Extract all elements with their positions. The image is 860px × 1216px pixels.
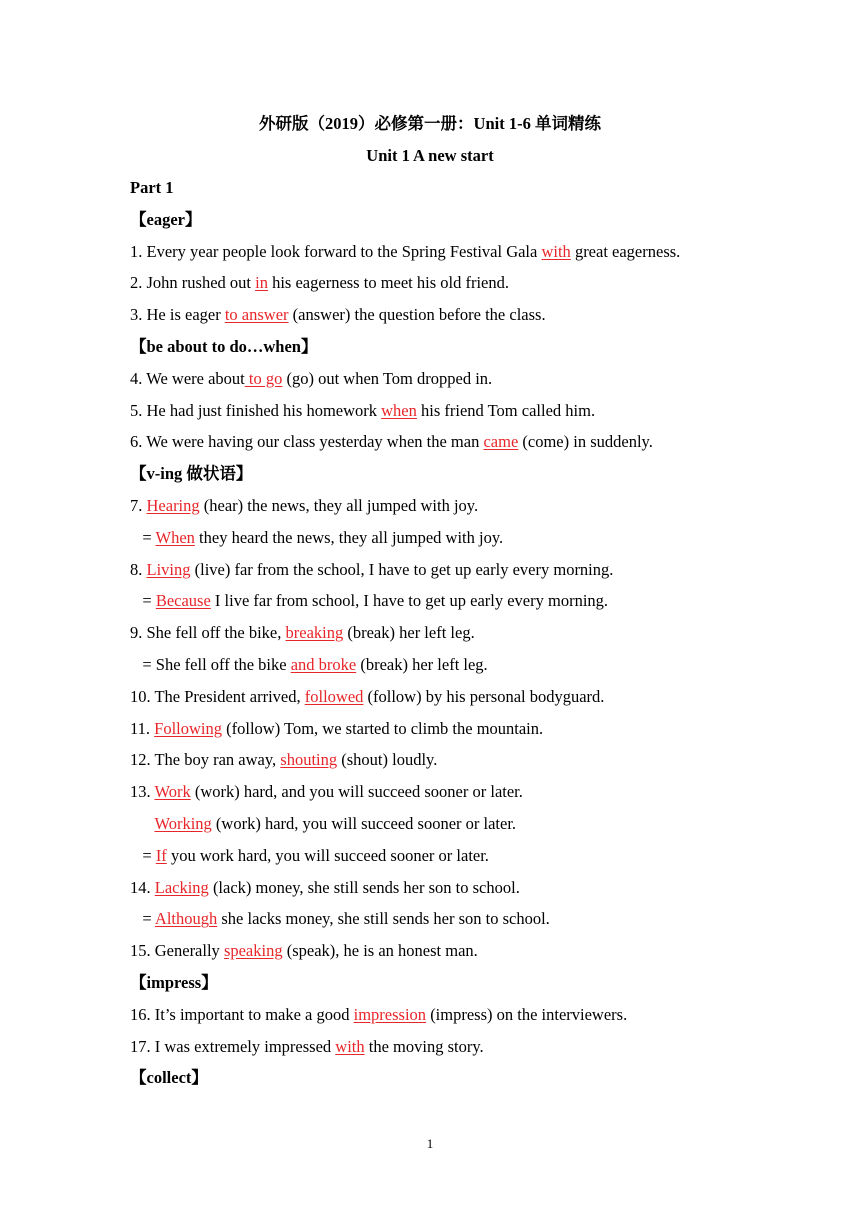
exercise-line	[130, 782, 523, 802]
line-text: 17. I was extremely impressed	[130, 1036, 336, 1056]
exercise-line	[130, 401, 595, 421]
exercise-line	[130, 814, 516, 834]
line-text: 10. The President arrived,	[130, 686, 305, 706]
line-text: the moving story.	[364, 1036, 484, 1056]
answer-blank: Hearing	[146, 496, 200, 515]
exercise-line	[130, 909, 550, 929]
line-text: 3. He is eager	[130, 305, 225, 325]
line-text: (come) in suddenly.	[518, 432, 653, 452]
line-text: (speak), he is an honest man.	[282, 941, 478, 961]
answer-blank: If	[155, 845, 167, 865]
answer-blank: with	[335, 1036, 365, 1056]
line-text	[130, 814, 154, 833]
line-text: 9. She fell off the bike,	[130, 623, 286, 643]
line-text: 11.	[130, 718, 155, 738]
answer-blank: in	[255, 273, 268, 293]
line-text: (shout) loudly.	[337, 750, 438, 770]
line-text: (live) far from the school, I have to get up early every morning.	[190, 559, 614, 579]
answer-blank: followed	[304, 686, 364, 706]
line-text: they heard the news, they all jumped with joy.	[194, 527, 504, 547]
line-text: (break) her left leg.	[356, 655, 488, 674]
line-text: 12. The boy ran away,	[130, 750, 281, 770]
exercise-line	[130, 591, 608, 611]
exercise-line	[130, 846, 489, 866]
line-text: 【v-ing 做状语】	[130, 464, 253, 484]
section-heading	[130, 337, 318, 357]
line-text: his eagerness to meet his old friend.	[267, 273, 509, 293]
line-text: great eagerness.	[570, 241, 681, 261]
line-text: 5. He had just finished his homework	[130, 400, 382, 420]
line-text: 【impress】	[130, 973, 218, 992]
exercise-line	[130, 369, 492, 389]
line-text: 【eager】	[130, 209, 202, 229]
answer-blank: shouting	[280, 750, 338, 770]
document-title: 外研版（2019）必修第一册：Unit 1-6 单词精练	[259, 114, 601, 133]
answer-blank: Although	[154, 909, 218, 929]
line-text: Part 1	[130, 178, 174, 197]
line-text: his friend Tom called him.	[416, 400, 596, 420]
line-text: (impress) on the interviewers.	[426, 1004, 628, 1024]
exercise-line	[130, 528, 503, 548]
answer-blank: to answer	[224, 305, 289, 325]
exercise-line	[130, 623, 475, 643]
exercise-line	[130, 305, 546, 325]
line-text: =	[130, 845, 156, 865]
answer-blank: Work	[154, 782, 191, 802]
line-text: =	[130, 527, 156, 547]
line-text: = She fell off the bike	[130, 655, 291, 674]
section-heading	[130, 464, 252, 484]
line-text: 6. We were having our class yesterday when the man	[130, 432, 484, 452]
line-text: (hear) the news, they all jumped with joy.	[199, 496, 479, 515]
line-text: 【be about to do…when】	[130, 337, 318, 356]
line-text: =	[130, 909, 155, 929]
answer-blank: with	[541, 241, 571, 261]
exercise-line	[130, 878, 520, 898]
exercise-line	[130, 432, 653, 452]
line-text: 2. John rushed out	[130, 273, 256, 293]
line-text: 13.	[130, 782, 155, 802]
line-text: 15. Generally	[130, 941, 224, 961]
line-text: 【collect】	[130, 1068, 208, 1088]
page-number: 1	[426, 1136, 434, 1151]
section-heading	[130, 1068, 208, 1088]
line-text: 14.	[130, 877, 155, 897]
exercise-line	[130, 496, 478, 516]
exercise-line	[130, 655, 488, 675]
exercise-line	[130, 242, 680, 262]
answer-blank: and broke	[290, 655, 357, 674]
answer-blank: Because	[155, 591, 211, 611]
answer-blank: When	[155, 527, 195, 547]
exercise-line	[130, 1037, 484, 1057]
line-text: (work) hard, you will succeed sooner or later.	[211, 814, 517, 833]
line-text: (go) out when Tom dropped in.	[282, 368, 493, 388]
exercise-line	[130, 560, 613, 580]
section-heading	[130, 178, 174, 198]
line-text: (work) hard, and you will succeed sooner or later.	[190, 782, 523, 802]
line-text: (lack) money, she still sends her son to school.	[208, 877, 520, 897]
answer-blank: when	[381, 400, 417, 420]
exercise-line	[130, 687, 604, 707]
exercise-line	[130, 1005, 627, 1025]
line-text: she lacks money, she still sends her son to school.	[217, 909, 550, 929]
line-text: 8.	[130, 559, 147, 579]
line-text: I live far from school, I have to get up early every morning.	[210, 591, 609, 611]
line-text: (follow) by his personal bodyguard.	[363, 686, 605, 706]
answer-blank: impression	[353, 1004, 427, 1024]
line-text: (follow) Tom, we started to climb the mountain.	[222, 718, 544, 738]
answer-blank: Following	[154, 718, 222, 738]
line-text: 1. Every year people look forward to the Spring Festival Gala	[130, 241, 542, 261]
answer-blank: Lacking	[154, 877, 209, 897]
line-text: 7.	[130, 496, 147, 515]
line-text: 4. We were about	[130, 368, 245, 388]
answer-blank: speaking	[223, 941, 283, 961]
unit-title: Unit 1 A new start	[366, 146, 494, 165]
exercise-line	[130, 941, 478, 961]
section-heading	[130, 973, 218, 993]
line-text: =	[130, 591, 156, 611]
answer-blank: Working	[154, 814, 212, 833]
answer-blank: breaking	[285, 623, 344, 643]
line-text: (break) her left leg.	[343, 623, 475, 643]
exercise-line	[130, 273, 509, 293]
line-text: you work hard, you will succeed sooner or later.	[166, 845, 489, 865]
exercise-line	[130, 719, 543, 739]
exercise-line	[130, 750, 437, 770]
line-text: (answer) the question before the class.	[288, 305, 546, 325]
line-text: 16. It’s important to make a good	[130, 1004, 354, 1024]
answer-blank: to go	[244, 368, 283, 388]
answer-blank: Living	[146, 559, 191, 579]
section-heading	[130, 210, 201, 230]
answer-blank: came	[483, 432, 519, 452]
